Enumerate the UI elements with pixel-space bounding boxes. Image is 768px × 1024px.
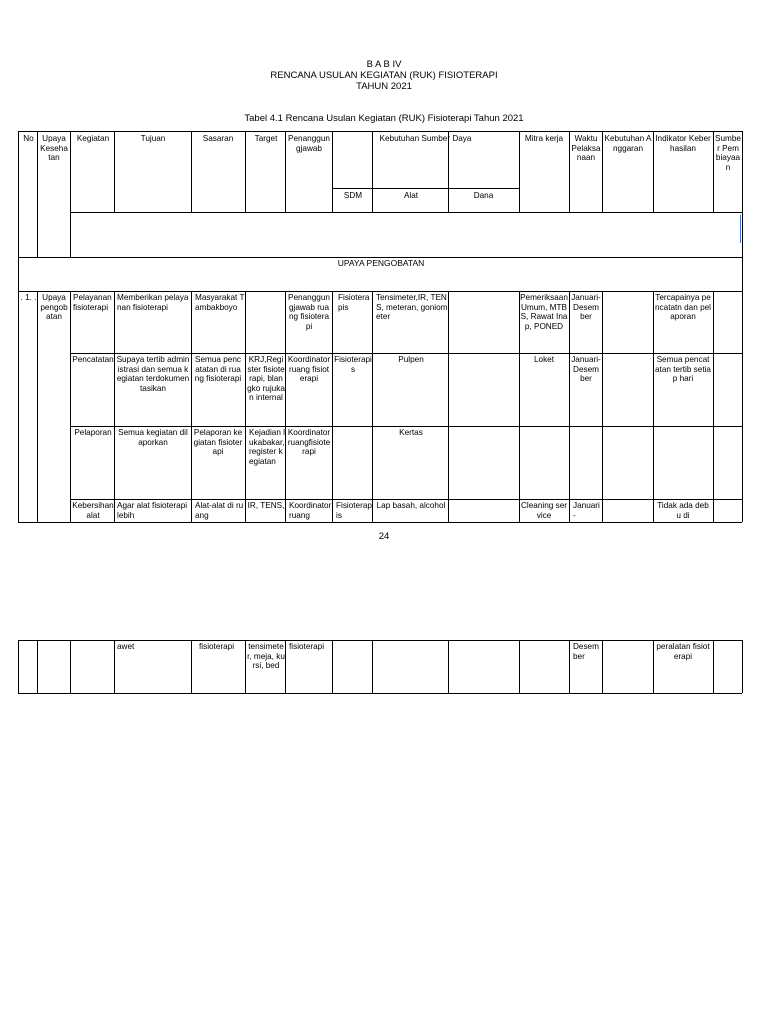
grid-line bbox=[70, 212, 71, 257]
cell-alat: Kertas bbox=[399, 428, 423, 437]
cell-sasaran: Semua pencatatan di ruang fisioterapi bbox=[194, 355, 242, 384]
col-header-sasaran: Sasaran bbox=[202, 134, 234, 143]
cell-sasaran: fisioterapi bbox=[199, 642, 235, 651]
grid-line bbox=[332, 291, 333, 522]
cell-penanggungjawab: fisioterapi bbox=[289, 642, 325, 651]
document-year: TAHUN 2021 bbox=[356, 81, 412, 92]
grid-line bbox=[18, 291, 19, 522]
cell-waktu: Januari - bbox=[573, 501, 600, 520]
col-header-no: No bbox=[23, 134, 34, 143]
grid-line bbox=[245, 131, 246, 212]
table-caption: Tabel 4.1 Rencana Usulan Kegiatan (RUK) Fisioterapi Tahun 2021 bbox=[244, 113, 524, 124]
cell-mitra: Pemeriksaan Umum, MTBS, Rawat Inap, PONED bbox=[520, 293, 568, 331]
cell-waktu: Januari- Desember bbox=[571, 355, 601, 384]
cell-penanggungjawab: Koordinator ruangfisioterapi bbox=[287, 428, 331, 457]
grid-line bbox=[713, 640, 714, 693]
page-number: 24 bbox=[378, 531, 390, 542]
col-header-target: Target bbox=[254, 134, 278, 143]
grid-line bbox=[742, 131, 743, 257]
grid-line bbox=[114, 291, 115, 522]
cell-target: IR, TENS, bbox=[247, 501, 285, 510]
col-header-anggaran: Kebutuhan Anggaran bbox=[604, 134, 652, 153]
cell-mitra: Cleaning service bbox=[521, 501, 567, 520]
cell-penanggungjawab: Koordinator ruang fisioterapi bbox=[287, 355, 331, 384]
section-title: UPAYA PENGOBATAN bbox=[337, 259, 425, 268]
grid-line bbox=[713, 291, 714, 522]
cell-kegiatan: Pelayanan fisioterapi bbox=[73, 293, 112, 312]
cell-alat: Tensimeter,IR, TENS, meteran, goniometer bbox=[376, 293, 448, 322]
grid-line bbox=[18, 640, 742, 641]
grid-line bbox=[713, 131, 714, 212]
cell-kegiatan: Pelaporan bbox=[74, 428, 112, 437]
grid-line bbox=[114, 640, 115, 693]
cell-target: tensimeter, meja, kursi, bed bbox=[247, 642, 285, 671]
grid-line bbox=[70, 640, 71, 693]
cell-no: . 1. . bbox=[20, 293, 37, 302]
cell-penanggungjawab: Koordinator ruang bbox=[289, 501, 332, 520]
grid-line bbox=[519, 131, 520, 212]
cell-tujuan: Agar alat fisioterapi lebih bbox=[117, 501, 188, 520]
col-header-penanggungjawab: Penanggungjawab bbox=[288, 134, 330, 153]
col-header-dana: Dana bbox=[473, 191, 494, 200]
grid-line bbox=[372, 640, 373, 693]
grid-line bbox=[332, 188, 519, 189]
cell-alat: Lap basah, alcohol bbox=[376, 501, 446, 510]
grid-line bbox=[653, 291, 654, 522]
col-header-upaya: Upaya Kesehatan bbox=[40, 134, 68, 163]
grid-line bbox=[18, 131, 742, 132]
col-header-indikator: Indikator Keberhasilan bbox=[655, 134, 711, 153]
cell-tujuan: Memberikan pelayanan fisioterapi bbox=[117, 293, 189, 312]
col-header-mitra: Mitra kerja bbox=[524, 134, 564, 143]
cell-waktu: Desember bbox=[573, 642, 599, 661]
grid-line bbox=[18, 291, 742, 292]
grid-line bbox=[70, 212, 742, 213]
grid-line bbox=[372, 291, 373, 522]
cell-mitra: Loket bbox=[533, 355, 555, 364]
grid-line bbox=[602, 640, 603, 693]
cell-sasaran: Pelaporan kegiatan fisioterapi bbox=[193, 428, 243, 457]
cell-target: KRJ,Register fisioterapi, blangko rujukan internal bbox=[247, 355, 285, 403]
grid-line bbox=[70, 353, 742, 354]
grid-line bbox=[191, 131, 192, 212]
grid-line bbox=[18, 257, 19, 291]
cell-waktu: Januari- Desember bbox=[571, 293, 601, 322]
grid-line bbox=[70, 499, 742, 500]
cell-sasaran: Masyarakat Tambakboyo bbox=[195, 293, 245, 312]
col-header-waktu: Waktu Pelaksanaan bbox=[571, 134, 601, 163]
grid-line bbox=[448, 640, 449, 693]
cell-alat: Pulpen bbox=[398, 355, 424, 364]
grid-line bbox=[18, 693, 742, 694]
grid-line bbox=[245, 640, 246, 693]
grid-line bbox=[653, 640, 654, 693]
grid-line bbox=[70, 426, 742, 427]
cell-indikator: Tidak ada debu di bbox=[657, 501, 709, 520]
cell-target: Kejadian lukabakar, register kegiatan bbox=[249, 428, 285, 466]
grid-line bbox=[18, 257, 742, 258]
cell-sdm: Fisioterapis bbox=[338, 293, 370, 312]
grid-line bbox=[332, 131, 333, 212]
cell-sdm: Fisioterapis bbox=[334, 355, 372, 374]
grid-line bbox=[285, 131, 286, 212]
col-header-sumber: Sumber Pembiayaan bbox=[715, 134, 741, 172]
col-header-alat: Alat bbox=[403, 191, 419, 200]
grid-line bbox=[245, 291, 246, 522]
grid-line bbox=[114, 131, 115, 212]
cell-tujuan: Semua kegiatan dilaporkan bbox=[118, 428, 188, 447]
grid-line bbox=[602, 131, 603, 212]
grid-line bbox=[18, 131, 19, 257]
cell-tujuan: Supaya tertib administrasi dan semua kegiatan terdokumentasikan bbox=[116, 355, 190, 393]
grid-line bbox=[37, 291, 38, 522]
grid-line bbox=[602, 291, 603, 522]
grid-line bbox=[191, 291, 192, 522]
col-header-sdm: SDM bbox=[343, 191, 363, 200]
document-title: RENCANA USULAN KEGIATAN (RUK) FISIOTERAPI bbox=[270, 70, 498, 81]
grid-line bbox=[742, 640, 743, 693]
cell-indikator: peralatan fisioterapi bbox=[656, 642, 710, 661]
grid-line bbox=[285, 640, 286, 693]
grid-line bbox=[569, 131, 570, 212]
grid-line bbox=[569, 640, 570, 693]
cell-sdm: Fisioterapis bbox=[336, 501, 372, 520]
cell-indikator: Semua pencatatan tertib setiap hari bbox=[655, 355, 711, 384]
grid-line bbox=[70, 131, 71, 212]
grid-line bbox=[519, 640, 520, 693]
cell-penanggungjawab: Penanggungjawab ruang fisioterapi bbox=[288, 293, 330, 331]
cell-tujuan: awet bbox=[117, 642, 135, 651]
cell-indikator: Tercapainya pencatatn dan pelaporan bbox=[655, 293, 711, 322]
cell-kegiatan: Pencatatan bbox=[72, 355, 114, 364]
grid-line bbox=[285, 291, 286, 522]
cursor-mark bbox=[740, 215, 741, 243]
grid-line bbox=[569, 291, 570, 522]
col-header-kebutuhan: Kebutuhan Sumber Daya bbox=[379, 134, 472, 143]
col-header-tujuan: Tujuan bbox=[140, 134, 166, 143]
cell-kegiatan: Kebersihan alat bbox=[72, 501, 114, 520]
grid-line bbox=[18, 522, 742, 523]
cell-upaya: Upaya pengobatan bbox=[40, 293, 68, 322]
grid-line bbox=[70, 291, 71, 522]
grid-line bbox=[742, 291, 743, 522]
grid-line bbox=[37, 640, 38, 693]
grid-line bbox=[742, 257, 743, 291]
grid-line bbox=[448, 291, 449, 522]
chapter-heading: B A B IV bbox=[366, 59, 402, 70]
grid-line bbox=[191, 640, 192, 693]
col-header-kegiatan: Kegiatan bbox=[76, 134, 110, 143]
grid-line bbox=[18, 640, 19, 693]
grid-line bbox=[37, 131, 38, 257]
cell-sasaran: Alat-alat di ruang bbox=[195, 501, 244, 520]
grid-line bbox=[653, 131, 654, 212]
